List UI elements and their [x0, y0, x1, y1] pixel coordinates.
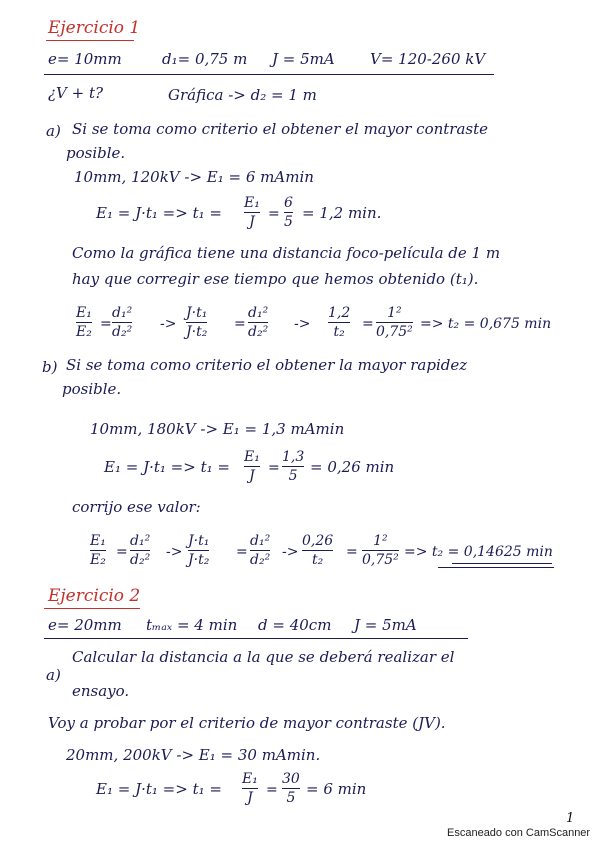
ex1-a-statement-3: Como la gráfica tiene una distancia foco-película de 1 m: [72, 244, 501, 262]
ex1-a-eq-arrow-1: ->: [160, 316, 177, 332]
frac-den: t₂: [311, 552, 324, 568]
frac-num: E₁: [244, 195, 260, 211]
frac-bar: [282, 466, 304, 467]
frac-num: d₁²: [248, 305, 269, 321]
exercise-2-title-underline: [44, 608, 140, 609]
ex1-a-statement-4: hay que corregir ese tiempo que hemos obtenido (t₁).: [72, 270, 479, 288]
ex2-line-3-frac-1: [242, 772, 258, 805]
frac-num: E₁: [76, 305, 92, 321]
ex1-b-eq-arrow-1: ->: [166, 544, 183, 560]
frac-bar: [362, 550, 399, 551]
ex1-a-eq-frac-1: [76, 306, 92, 339]
frac-den: d₂²: [248, 324, 269, 340]
frac-den: E₂: [76, 324, 92, 340]
frac-bar: [282, 788, 300, 789]
frac-bar: [250, 550, 270, 551]
frac-den: J·t₂: [188, 552, 210, 568]
ex1-a-eq-frac-6: [376, 306, 413, 339]
ex1-b-result-underline-2: [438, 567, 554, 568]
frac-den: 0,75²: [376, 324, 413, 340]
ex1-a-line-2-eq: =: [268, 206, 280, 222]
ex1-b-eq-frac-6: [362, 534, 399, 567]
frac-bar: [244, 212, 260, 213]
ex1-a-line-2-lhs: E₁ = J·t₁ => t₁ =: [96, 204, 222, 222]
frac-den: 5: [284, 214, 293, 230]
frac-num: 6: [284, 195, 293, 211]
ex1-a-eq-equals-1: =: [100, 316, 112, 332]
ex1-a-eq-frac-4: [248, 306, 268, 339]
frac-den: 5: [288, 468, 298, 484]
frac-num: 1,2: [328, 305, 351, 321]
ex1-data-voltage: V= 120-260 kV: [370, 50, 486, 68]
ex2-line-3-result: = 6 min: [306, 780, 367, 798]
ex1-a-statement-2: posible.: [66, 144, 126, 162]
ex2-a-statement-2: ensayo.: [72, 682, 130, 700]
ex2-line-3-eq: =: [266, 782, 278, 798]
ex2-a-statement-1: Calcular la distancia a la que se deberá realizar el: [72, 648, 455, 666]
frac-bar: [248, 322, 268, 323]
ex1-b-result-underline-1: [452, 563, 552, 564]
frac-bar: [244, 466, 260, 467]
frac-num: E₁: [244, 449, 260, 465]
frac-bar: [90, 550, 106, 551]
ex1-data-current: J = 5mA: [272, 50, 335, 68]
frac-bar: [186, 322, 207, 323]
ex1-a-label: a): [46, 122, 61, 140]
ex1-data-thickness: e= 10mm: [48, 50, 122, 68]
ex1-a-eq-frac-2: [112, 306, 132, 339]
ex1-a-eq-equals-2: =: [234, 316, 246, 332]
ex1-b-statement-1: Si se toma como criterio el obtener la mayor rapidez: [66, 356, 468, 374]
frac-bar: [302, 550, 333, 551]
frac-den: t₂: [333, 324, 345, 340]
ex1-a-line-2-result: = 1,2 min.: [302, 204, 382, 222]
ex1-b-label: b): [42, 358, 58, 376]
ex1-data-underline: [44, 74, 494, 75]
exercise-2-title: Ejercicio 2: [48, 586, 141, 606]
ex1-a-line-2-frac-2: [284, 196, 293, 229]
ex1-b-eq-equals-3: =: [346, 544, 358, 560]
ex1-b-statement-3: corrijo ese valor:: [72, 498, 201, 516]
exercise-1-title-underline: [46, 40, 134, 41]
frac-den: E₂: [90, 552, 106, 568]
exercise-1-title: Ejercicio 1: [48, 18, 141, 38]
ex1-a-eq-arrow-2: ->: [294, 316, 311, 332]
frac-num: J·t₁: [188, 533, 210, 549]
ex1-a-eq-equals-3: =: [362, 316, 374, 332]
ex1-a-eq-frac-3: [186, 306, 207, 339]
ex2-line-2: 20mm, 200kV -> E₁ = 30 mAmin.: [66, 746, 321, 764]
ex1-a-line-1: 10mm, 120kV -> E₁ = 6 mAmin: [74, 168, 314, 186]
ex1-b-line-2-result: = 0,26 min: [310, 458, 395, 476]
ex2-data-thickness: e= 20mm: [48, 616, 122, 634]
frac-den: d₂²: [250, 552, 271, 568]
frac-den: J: [249, 214, 255, 230]
frac-num: E₁: [90, 533, 106, 549]
ex1-question: ¿V + t?: [48, 84, 104, 102]
scanner-watermark: Escaneado con CamScanner: [447, 827, 591, 839]
ex1-b-eq-frac-5: [302, 534, 333, 567]
ex1-graph-note: Gráfica -> d₂ = 1 m: [168, 86, 317, 104]
ex2-a-label: a): [46, 666, 61, 684]
ex1-b-eq-equals-2: =: [236, 544, 248, 560]
ex1-b-line-2-frac-1: [244, 450, 260, 483]
ex1-b-eq-frac-4: [250, 534, 270, 567]
frac-den: 0,75²: [362, 552, 399, 568]
frac-num: d₁²: [130, 533, 151, 549]
ex1-b-eq-equals-1: =: [116, 544, 128, 560]
frac-num: 1²: [373, 533, 388, 549]
page-number: 1: [566, 811, 575, 826]
frac-num: 30: [282, 771, 300, 787]
ex1-b-statement-2: posible.: [62, 380, 122, 398]
frac-bar: [130, 550, 150, 551]
ex1-b-eq-frac-3: [188, 534, 209, 567]
ex1-data-distance: d₁= 0,75 m: [162, 50, 248, 68]
ex1-b-eq-arrow-2: ->: [282, 544, 299, 560]
ex2-data-current: J = 5mA: [354, 616, 417, 634]
frac-bar: [376, 322, 413, 323]
frac-den: J·t₂: [186, 324, 208, 340]
ex2-line-3-frac-2: [282, 772, 300, 805]
frac-bar: [242, 788, 258, 789]
ex1-b-line-2-lhs: E₁ = J·t₁ => t₁ =: [104, 458, 230, 476]
ex1-b-eq-frac-1: [90, 534, 106, 567]
frac-bar: [112, 322, 132, 323]
frac-num: 1,3: [282, 449, 305, 465]
ex1-a-eq-frac-5: [328, 306, 350, 339]
frac-bar: [188, 550, 209, 551]
frac-bar: [76, 322, 92, 323]
ex1-b-eq-result: => t₂ = 0,14625 min: [404, 544, 553, 560]
frac-den: J: [249, 468, 255, 484]
ex2-data-max-time: tₘₐₓ = 4 min: [146, 616, 238, 634]
frac-num: d₁²: [250, 533, 271, 549]
ex1-a-statement-1: Si se toma como criterio el obtener el mayor contraste: [72, 120, 489, 138]
frac-den: 5: [286, 790, 296, 806]
ex2-data-underline: [44, 638, 468, 639]
frac-den: J: [247, 790, 253, 806]
ex1-a-eq-result: => t₂ = 0,675 min: [420, 316, 552, 332]
frac-num: J·t₁: [186, 305, 208, 321]
frac-bar: [284, 212, 293, 213]
ex1-b-line-2-eq: =: [268, 460, 280, 476]
frac-den: d₂²: [112, 324, 133, 340]
ex1-a-line-2-frac-1: [244, 196, 260, 229]
ex1-b-line-1: 10mm, 180kV -> E₁ = 1,3 mAmin: [90, 420, 345, 438]
ex1-b-eq-frac-2: [130, 534, 150, 567]
frac-num: d₁²: [112, 305, 133, 321]
frac-den: d₂²: [130, 552, 151, 568]
ex2-line-3-lhs: E₁ = J·t₁ => t₁ =: [96, 780, 222, 798]
frac-num: 0,26: [302, 533, 334, 549]
frac-bar: [328, 322, 350, 323]
ex2-data-distance: d = 40cm: [258, 616, 332, 634]
frac-num: E₁: [242, 771, 258, 787]
ex2-line-1: Voy a probar por el criterio de mayor contraste (JV).: [48, 714, 446, 732]
frac-num: 1²: [387, 305, 402, 321]
ex1-b-line-2-frac-2: [282, 450, 304, 483]
